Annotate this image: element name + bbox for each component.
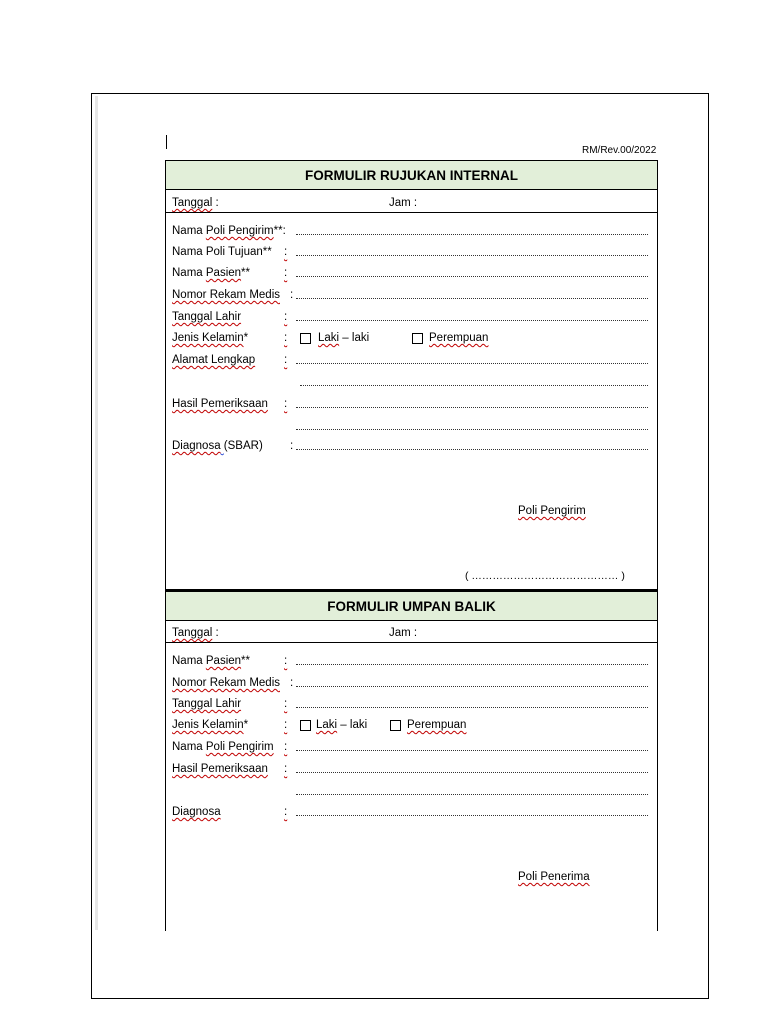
referral-signature-line[interactable]: ( …………………………………… ) <box>465 570 625 582</box>
feedback-patient-name-label: Nama Pasien** <box>172 655 250 667</box>
colon-mark: : <box>284 698 288 710</box>
referral-exam-result-input-line1[interactable] <box>296 407 648 408</box>
feedback-exam-result-label: Hasil Pemeriksaan <box>172 763 268 775</box>
text-cursor <box>166 135 167 149</box>
feedback-date-divider <box>165 642 658 643</box>
referral-patient-name-input[interactable] <box>296 276 648 277</box>
referral-address-input-line2[interactable] <box>300 385 648 386</box>
feedback-gender-female-checkbox[interactable] <box>390 720 401 731</box>
colon-mark: : <box>284 267 288 279</box>
referral-exam-result-label: Hasil Pemeriksaan <box>172 398 268 410</box>
page-margin-shade <box>95 96 98 930</box>
colon-mark: : <box>284 311 288 323</box>
referral-address-input-line1[interactable] <box>296 363 648 364</box>
colon-mark: : <box>284 719 288 731</box>
referral-gender-female-label: Perempuan <box>429 332 489 344</box>
referral-address-label: Alamat Lengkap <box>172 354 256 366</box>
feedback-birth-date-input[interactable] <box>296 707 648 708</box>
referral-diagnosis-label: Diagnosa (SBAR) <box>172 440 263 452</box>
feedback-date-field[interactable]: Tanggal : <box>172 627 219 639</box>
feedback-exam-result-input-line1[interactable] <box>296 772 648 773</box>
feedback-sender-poli-input[interactable] <box>296 750 648 751</box>
referral-birth-date-label: Tanggal Lahir <box>172 311 242 323</box>
referral-diagnosis-input[interactable] <box>296 449 648 450</box>
referral-gender-male-checkbox[interactable] <box>300 333 311 344</box>
feedback-sender-poli-label: Nama Poli Pengirim <box>172 741 274 753</box>
feedback-birth-date-label: Tanggal Lahir <box>172 698 242 710</box>
colon-mark: : <box>284 332 288 344</box>
referral-target-poli-label: Nama Poli Tujuan** <box>172 246 272 258</box>
colon-mark: : <box>290 289 294 301</box>
feedback-exam-result-input-line2[interactable] <box>296 794 648 795</box>
colon-mark: : <box>284 763 288 775</box>
referral-date-divider <box>165 212 658 213</box>
colon-mark: : <box>284 398 288 410</box>
feedback-form-title: FORMULIR UMPAN BALIK <box>165 591 658 621</box>
feedback-diagnosis-label: Diagnosa <box>172 806 221 818</box>
referral-medical-record-input[interactable] <box>296 298 648 299</box>
colon-mark: : <box>284 806 288 818</box>
referral-form-title: FORMULIR RUJUKAN INTERNAL <box>165 160 658 190</box>
referral-signature-label: Poli Pengirim <box>518 505 586 517</box>
referral-patient-name-label: Nama Pasien** <box>172 267 250 279</box>
colon-mark: : <box>290 440 294 452</box>
referral-sender-poli-input[interactable] <box>296 234 648 235</box>
feedback-diagnosis-input[interactable] <box>296 815 648 816</box>
referral-medical-record-label: Nomor Rekam Medis <box>172 289 280 301</box>
referral-sender-poli-label: Nama Poli Pengirim**: <box>172 225 286 237</box>
feedback-gender-label: Jenis Kelamin* <box>172 719 249 731</box>
referral-target-poli-input[interactable] <box>296 255 648 256</box>
referral-exam-result-input-line2[interactable] <box>296 429 648 430</box>
colon-mark: : <box>284 246 288 258</box>
feedback-medical-record-input[interactable] <box>296 686 648 687</box>
referral-gender-male-label: Laki – laki <box>318 332 370 344</box>
referral-time-field[interactable]: Jam : <box>389 197 418 209</box>
feedback-time-field[interactable]: Jam : <box>389 627 418 639</box>
feedback-signature-label: Poli Penerima <box>518 871 590 883</box>
referral-gender-label: Jenis Kelamin* <box>172 332 249 344</box>
colon-mark: : <box>284 354 288 366</box>
colon-mark: : <box>290 677 294 689</box>
referral-birth-date-input[interactable] <box>296 320 648 321</box>
colon-mark: : <box>284 741 288 753</box>
revision-code: RM/Rev.00/2022 <box>582 145 657 156</box>
feedback-patient-name-input[interactable] <box>296 664 648 665</box>
feedback-gender-male-label: Laki – laki <box>316 719 368 731</box>
referral-date-field[interactable]: Tanggal : <box>172 197 219 209</box>
feedback-gender-female-label: Perempuan <box>407 719 467 731</box>
colon-mark: : <box>284 655 288 667</box>
feedback-gender-male-checkbox[interactable] <box>300 720 311 731</box>
referral-gender-female-checkbox[interactable] <box>412 333 423 344</box>
feedback-medical-record-label: Nomor Rekam Medis <box>172 677 280 689</box>
